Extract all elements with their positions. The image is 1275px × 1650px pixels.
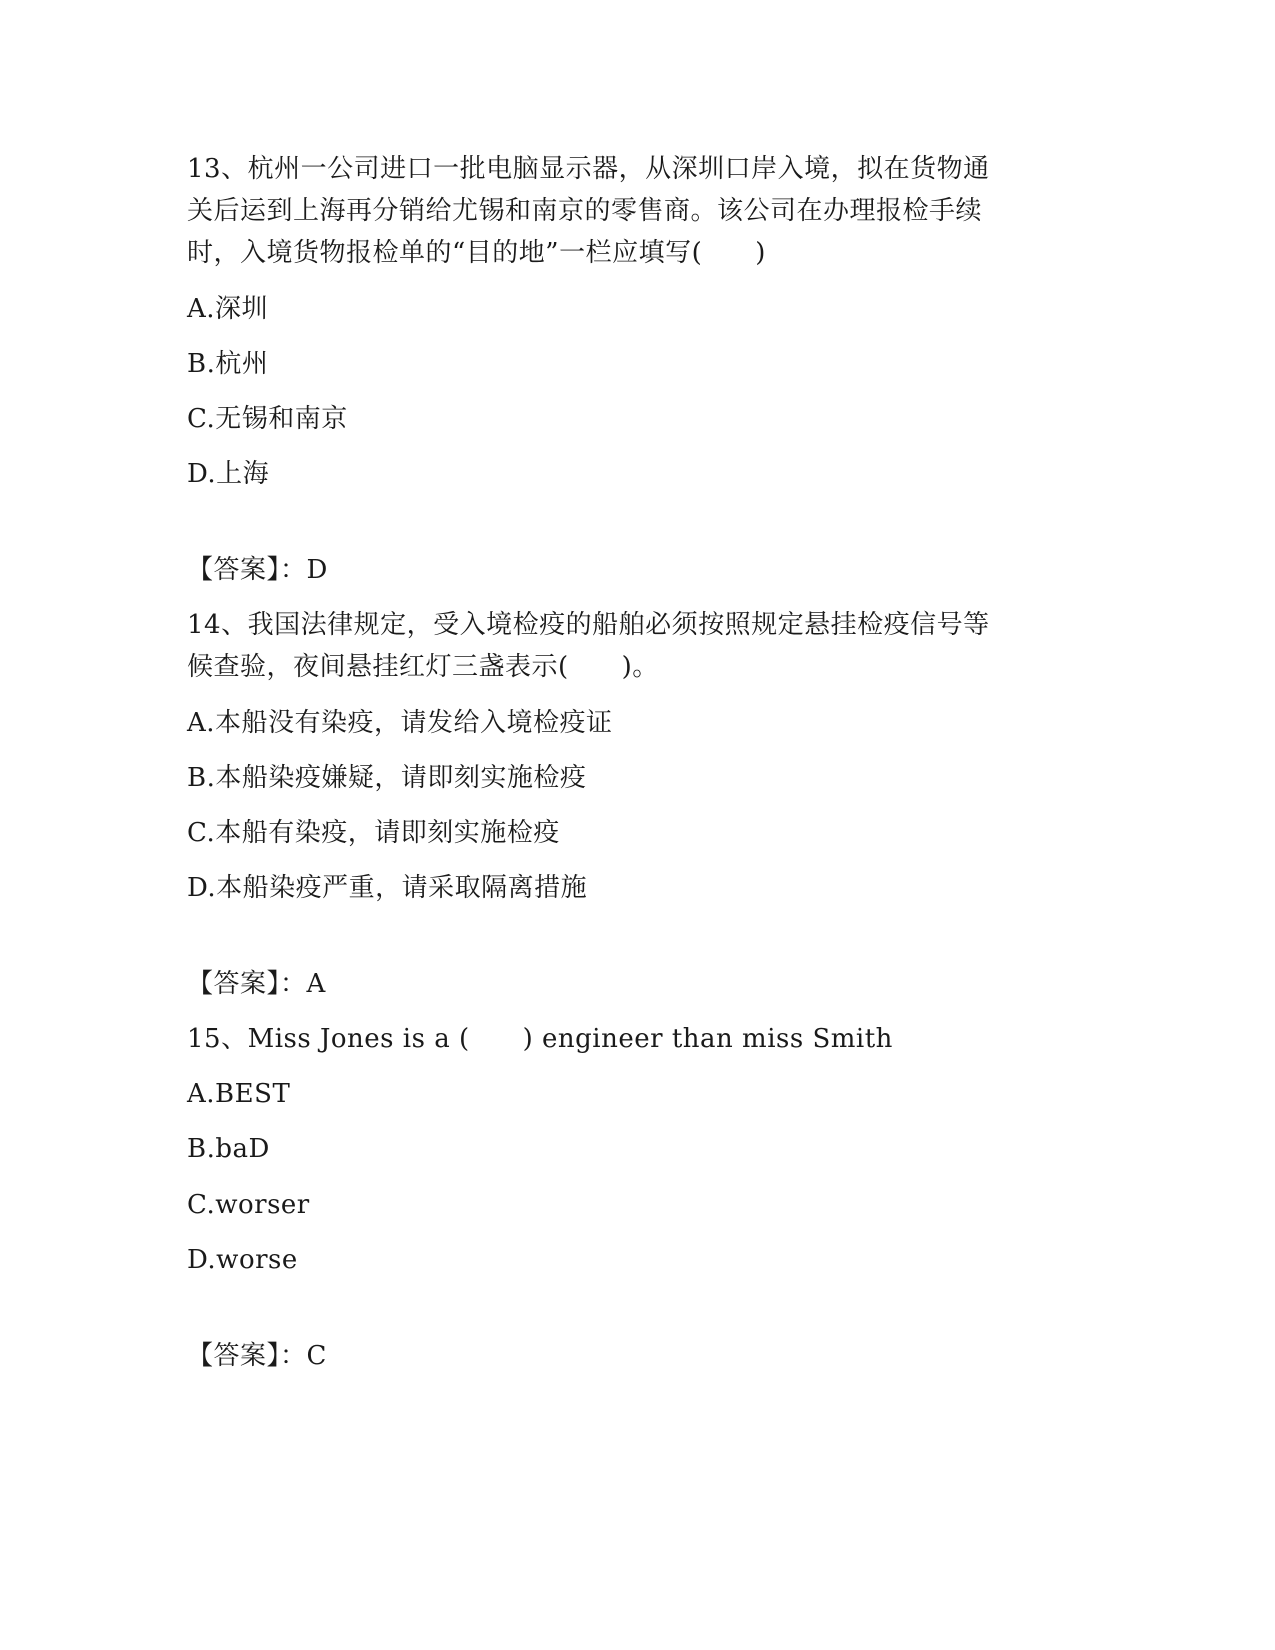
question-13-option-c: C.无锡和南京 [187, 404, 348, 434]
question-14-option-a: A.本船没有染疫，请发给入境检疫证 [187, 708, 613, 738]
question-13-option-d: D.上海 [187, 459, 270, 489]
question-14-option-b: B.本船染疫嫌疑，请即刻实施检疫 [187, 763, 587, 793]
question-14-stem-line-2: 候查验，夜间悬挂红灯三盏表示( )。 [187, 652, 659, 682]
question-14-answer: 【答案】：A [187, 969, 326, 999]
question-13-stem-line-3: 时，入境货物报检单的“目的地”一栏应填写( ) [187, 238, 766, 268]
question-14-option-c: C.本船有染疫，请即刻实施检疫 [187, 818, 560, 848]
question-15-option-d: D.worse [187, 1245, 298, 1275]
question-15-option-b: B.baD [187, 1134, 270, 1164]
question-15-option-c: C.worser [187, 1190, 310, 1220]
question-13-option-b: B.杭州 [187, 349, 269, 379]
question-15-stem-line-1: 15、Miss Jones is a ( ) engineer than miss Smith [187, 1024, 893, 1054]
question-15-option-a: A.BEST [187, 1079, 291, 1109]
question-13-answer: 【答案】：D [187, 555, 328, 585]
question-13-stem-line-2: 关后运到上海再分销给尤锡和南京的零售商。该公司在办理报检手续 [187, 196, 983, 226]
question-14-option-d: D.本船染疫严重，请采取隔离措施 [187, 873, 588, 903]
question-13-stem-line-1: 13、杭州一公司进口一批电脑显示器，从深圳口岸入境，拟在货物通 [187, 154, 990, 184]
question-13-option-a: A.深圳 [187, 294, 269, 324]
question-15-answer: 【答案】：C [187, 1341, 327, 1371]
question-14-stem-line-1: 14、我国法律规定，受入境检疫的船舶必须按照规定悬挂检疫信号等 [187, 610, 990, 640]
